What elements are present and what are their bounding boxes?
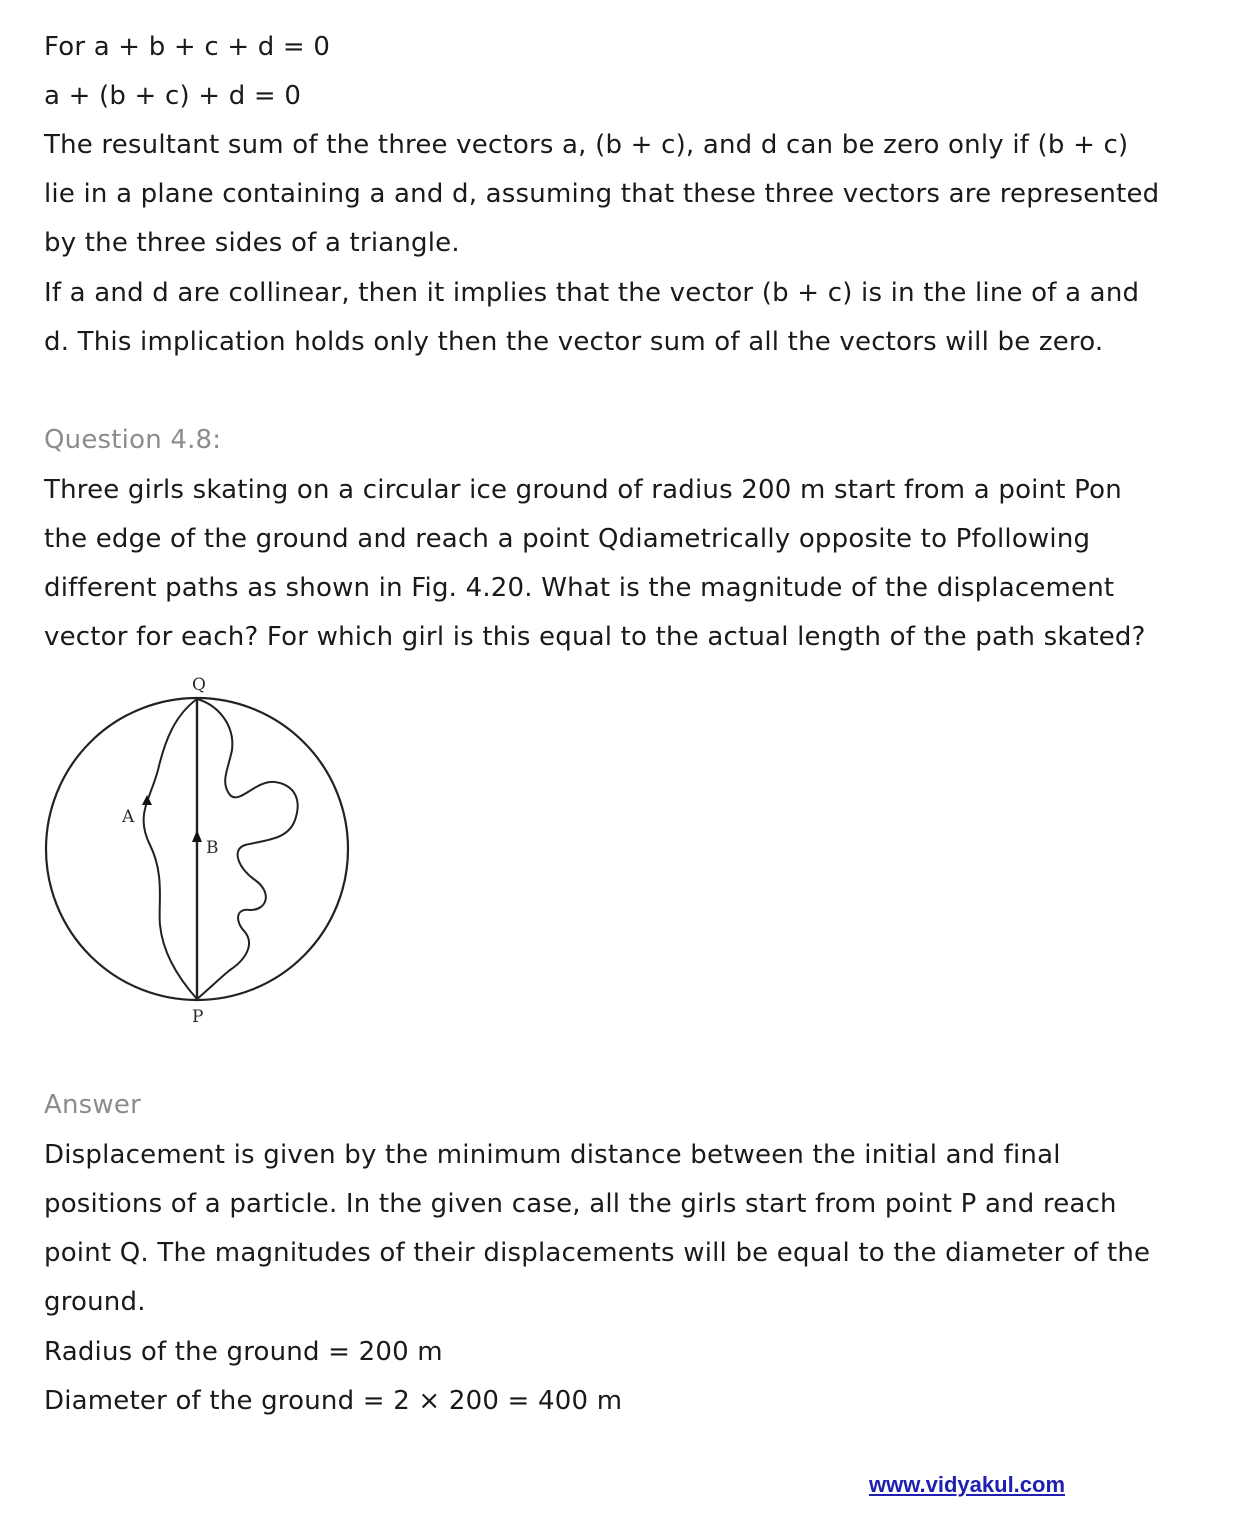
diameter-line: Diameter of the ground = 2 × 200 = 400 m — [44, 1386, 623, 1416]
path-a-curve — [144, 699, 197, 999]
label-q: Q — [192, 675, 206, 695]
paragraph-line: lie in a plane containing a and d, assuming that these three vectors are represented — [44, 179, 1160, 209]
question-line: different paths as shown in Fig. 4.20. What is the magnitude of the displacement — [44, 573, 1115, 603]
arrow-b-icon — [192, 830, 202, 842]
answer-line: Displacement is given by the minimum distance between the initial and final — [44, 1140, 1061, 1170]
question-line: Three girls skating on a circular ice ground of radius 200 m start from a point Pon — [44, 475, 1122, 505]
equation-line: a + (b + c) + d = 0 — [44, 81, 302, 111]
label-p: P — [192, 1007, 204, 1027]
figure-svg — [40, 670, 360, 1030]
answer-line: point Q. The magnitudes of their displacements will be equal to the diameter of the — [44, 1238, 1151, 1268]
paragraph-line: If a and d are collinear, then it implies that the vector (b + c) is in the line of a and — [44, 278, 1140, 308]
answer-line: positions of a particle. In the given case, all the girls start from point P and reach — [44, 1189, 1117, 1219]
arrow-a-icon — [142, 795, 152, 805]
question-heading: Question 4.8: — [44, 425, 222, 455]
answer-heading: Answer — [44, 1090, 141, 1120]
equation-line: For a + b + c + d = 0 — [44, 32, 331, 62]
skating-ground-figure — [40, 670, 360, 1030]
radius-line: Radius of the ground = 200 m — [44, 1337, 443, 1367]
paragraph-line: d. This implication holds only then the vector sum of all the vectors will be zero. — [44, 327, 1104, 357]
question-line: the edge of the ground and reach a point Qdiametrically opposite to Pfollowing — [44, 524, 1091, 554]
label-b: B — [206, 838, 219, 858]
answer-line: ground. — [44, 1287, 146, 1317]
paragraph-line: The resultant sum of the three vectors a, (b + c), and d can be zero only if (b + c) — [44, 130, 1129, 160]
paragraph-line: by the three sides of a triangle. — [44, 228, 460, 258]
website-link[interactable]: www.vidyakul.com — [869, 1472, 1066, 1497]
label-a: A — [122, 807, 135, 827]
question-line: vector for each? For which girl is this equal to the actual length of the path skated? — [44, 622, 1146, 652]
